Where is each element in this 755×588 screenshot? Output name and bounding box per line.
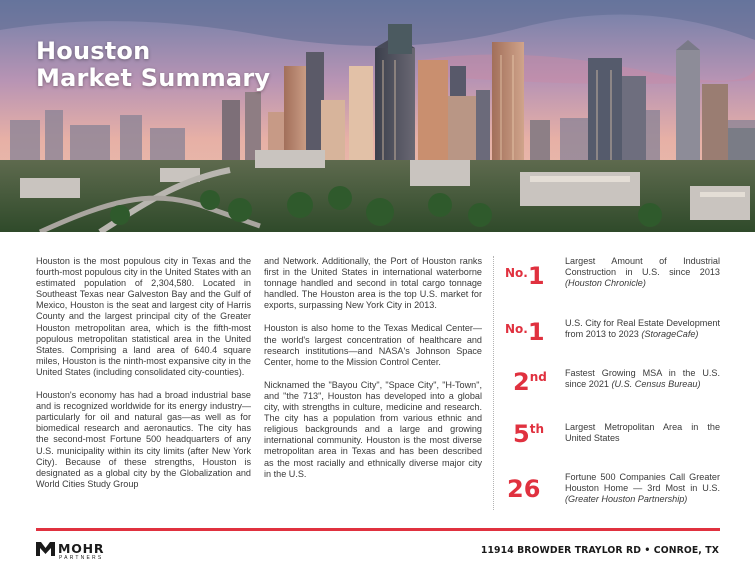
paragraph: Nicknamed the "Bayou City", "Space City", "H-Town", and "the 713", Houston has developed into a global city, with strengths in culture, medicine and research. The city has a population from various ethnic and religious backgrounds and a large and growing international community. Houston is the most diverse metropolitan area in Texas and has been described as the most racially and ethnically diverse major city in the U.S. — [264, 379, 482, 479]
stat-description — [565, 422, 720, 444]
footer-rule — [36, 528, 720, 531]
stat-text: Largest Amount of Industrial Construction in U.S. since 2013 — [565, 256, 720, 278]
rank-number: 1 — [527, 262, 545, 290]
body-column-2 — [264, 256, 482, 492]
rank-suffix: th — [529, 422, 544, 436]
rank-number: 5 — [513, 420, 530, 448]
rank-number: 26 — [507, 475, 541, 503]
stat-text: Fortune 500 Companies Call Greater Houston Home — 3rd Most in U.S. — [565, 472, 720, 494]
paragraph: Houston's economy has had a broad industrial base and is recognized worldwide for its energy industry—particularly for oil and natural gas—as well as for biomedical research and aeronautics. The city has the second-most Fortune 500 headquarters of any U.S. municipality within its city limits (after New York City). Because of these strengths, Houston is designated as a global city by the Globalization and World Cities Study Group — [36, 390, 251, 489]
stat-rank — [505, 264, 557, 288]
title-line-1: Houston — [36, 37, 151, 65]
rank-prefix: No. — [505, 322, 528, 336]
stat-rank — [513, 422, 565, 446]
stat-text: Fastest Growing MSA in the U.S. since 2021 — [565, 368, 720, 390]
column-divider — [493, 256, 494, 510]
stat-rank — [505, 320, 557, 344]
logo-name: MOHR — [58, 541, 105, 556]
stat-description — [565, 318, 720, 340]
stat-description — [565, 256, 720, 289]
rank-prefix: No. — [505, 266, 528, 280]
footer-address: 11914 BROWDER TRAYLOR RD • CONROE, TX — [480, 545, 719, 556]
stat-source: (StorageCafe) — [641, 329, 699, 340]
stat-description — [565, 368, 720, 390]
paragraph: Houston is the most populous city in Texas and the fourth-most populous city in the United States with an estimated population of 2,304,580. Located in Southeast Texas near Galveston Bay and the Gulf of Mexico, Houston is the seat and largest city of Harris County and the largest principal city of the Greater Houston metropolitan area, which is the fifth-most populous metropolitan statistical area in the United States. Comprising a land area of 640.4 square miles, Houston is the ninth-most expansive city in the United States (including consolidated city-counties). — [36, 256, 251, 377]
rank-number: 2 — [513, 368, 530, 396]
stat-source: (U.S. Census Bureau) — [611, 379, 701, 390]
title-line-2: Market Summary — [36, 64, 271, 92]
paragraph: and Network. Additionally, the Port of Houston ranks first in the United States in international waterborne tonnage handled and second in total cargo tonnage handled. The Houston area is the top U.S. market for exports, surpassing New York City in 2013. — [264, 256, 482, 311]
logo-subtitle: PARTNERS — [59, 555, 104, 561]
rank-suffix: nd — [529, 370, 547, 384]
paragraph: Houston is also home to the Texas Medical Center—the world's largest concentration of healthcare and research institutions—and NASA's Johnson Space Center, home to the Mission Control Center. — [264, 323, 482, 367]
stat-rank — [513, 370, 565, 394]
stat-source: (Greater Houston Partnership) — [565, 494, 688, 505]
rank-number: 1 — [527, 318, 545, 346]
stat-source: (Houston Chronicle) — [565, 278, 646, 289]
page-title — [36, 38, 270, 92]
mohr-logo-icon — [36, 542, 55, 556]
company-logo — [36, 541, 126, 561]
stat-text: U.S. City for Real Estate Development from 2013 to 2023 — [565, 318, 720, 340]
hero-skyline-image — [0, 0, 755, 232]
body-column-1 — [36, 256, 251, 502]
stat-rank — [507, 477, 559, 501]
stat-description — [565, 472, 720, 505]
stat-text: Largest Metropolitan Area in the United States — [565, 422, 720, 444]
